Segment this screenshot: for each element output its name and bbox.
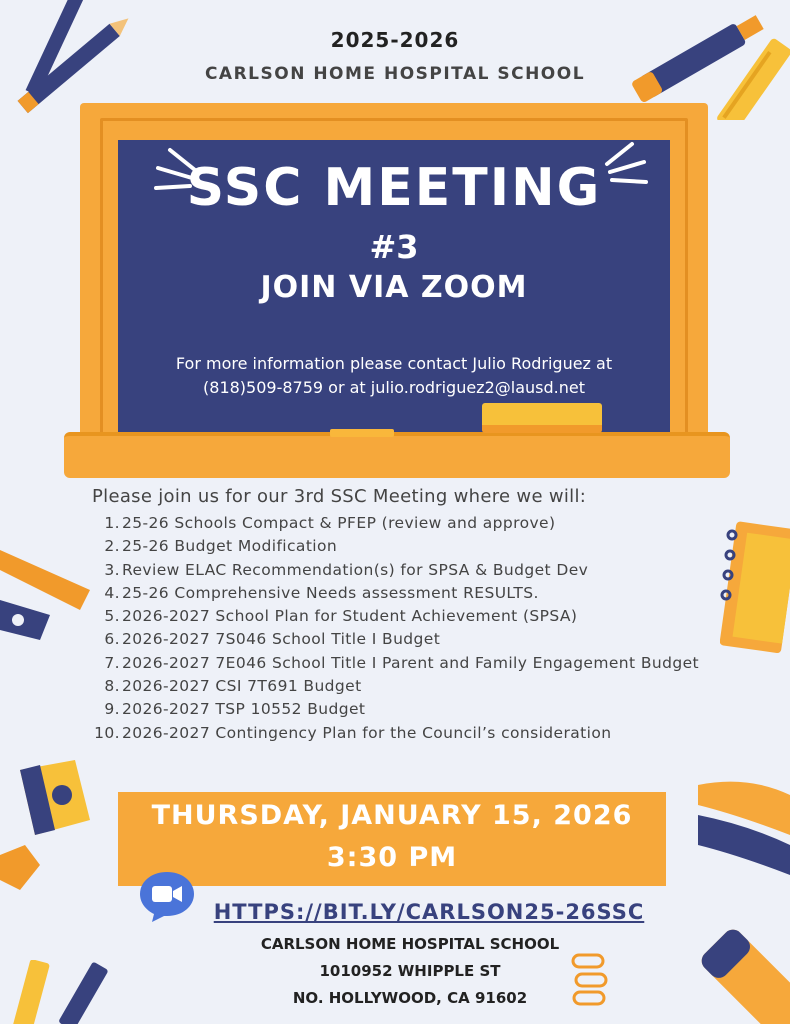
chalk-piece: [330, 429, 394, 437]
list-item: 7. 2026-2027 7E046 School Title I Parent and Family Engagement Budget: [104, 653, 699, 672]
list-item: 4. 25-26 Comprehensive Needs assessment RESULTS.: [104, 583, 539, 602]
join-via-zoom: JOIN VIA ZOOM: [260, 270, 528, 305]
contact-info: [118, 352, 670, 400]
stapler-icon: [688, 775, 790, 885]
list-item: 1. 25-26 Schools Compact & PFEP (review and approve): [104, 514, 556, 532]
crayon-icon: [630, 0, 790, 120]
ruler-icon: [0, 540, 95, 650]
meeting-link[interactable]: HTTPS://BIT.LY/CARLSON25-26SSC: [213, 900, 645, 924]
list-item: 8. 2026-2027 CSI 7T691 Budget: [104, 677, 362, 696]
address-city: NO. HOLLYWOOD, CA 91602: [292, 989, 528, 1007]
sharpener-icon: [0, 750, 95, 895]
school-year: 2025-2026: [330, 28, 460, 52]
contact-line-2: (818)509-8759 or at julio.rodriguez2@lausd.net: [203, 378, 585, 397]
list-item: 5. 2026-2027 School Plan for Student Achievement (SPSA): [104, 607, 578, 626]
meeting-number: #3: [369, 228, 419, 266]
chalkboard-ledge: [64, 432, 730, 478]
agenda-list: [92, 512, 742, 745]
address-street: 1010952 WHIPPLE ST: [319, 962, 501, 980]
contact-line-1: For more information please contact Julio Rodriguez at: [175, 354, 613, 373]
meeting-time: 3:30 PM: [326, 842, 458, 873]
agenda-intro: Please join us for our 3rd SSC Meeting where we will:: [92, 486, 587, 507]
chalkboard-eraser: [482, 403, 602, 433]
school-name: CARLSON HOME HOSPITAL SCHOOL: [204, 64, 586, 84]
meeting-title: SSC MEETING: [186, 158, 602, 218]
list-item: 9. 2026-2027 TSP 10552 Budget: [104, 700, 366, 719]
list-item: 10. 2026-2027 Contingency Plan for the Council’s consideration: [94, 723, 612, 742]
meeting-date: THURSDAY, JANUARY 15, 2026: [151, 800, 633, 831]
list-item: 3. Review ELAC Recommendation(s) for SPSA & Budget Dev: [104, 560, 589, 579]
list-item: 6. 2026-2027 7S046 School Title I Budget: [104, 630, 441, 649]
address-school: CARLSON HOME HOSPITAL SCHOOL: [260, 935, 560, 953]
list-item: 2. 25-26 Budget Modification: [104, 537, 338, 556]
